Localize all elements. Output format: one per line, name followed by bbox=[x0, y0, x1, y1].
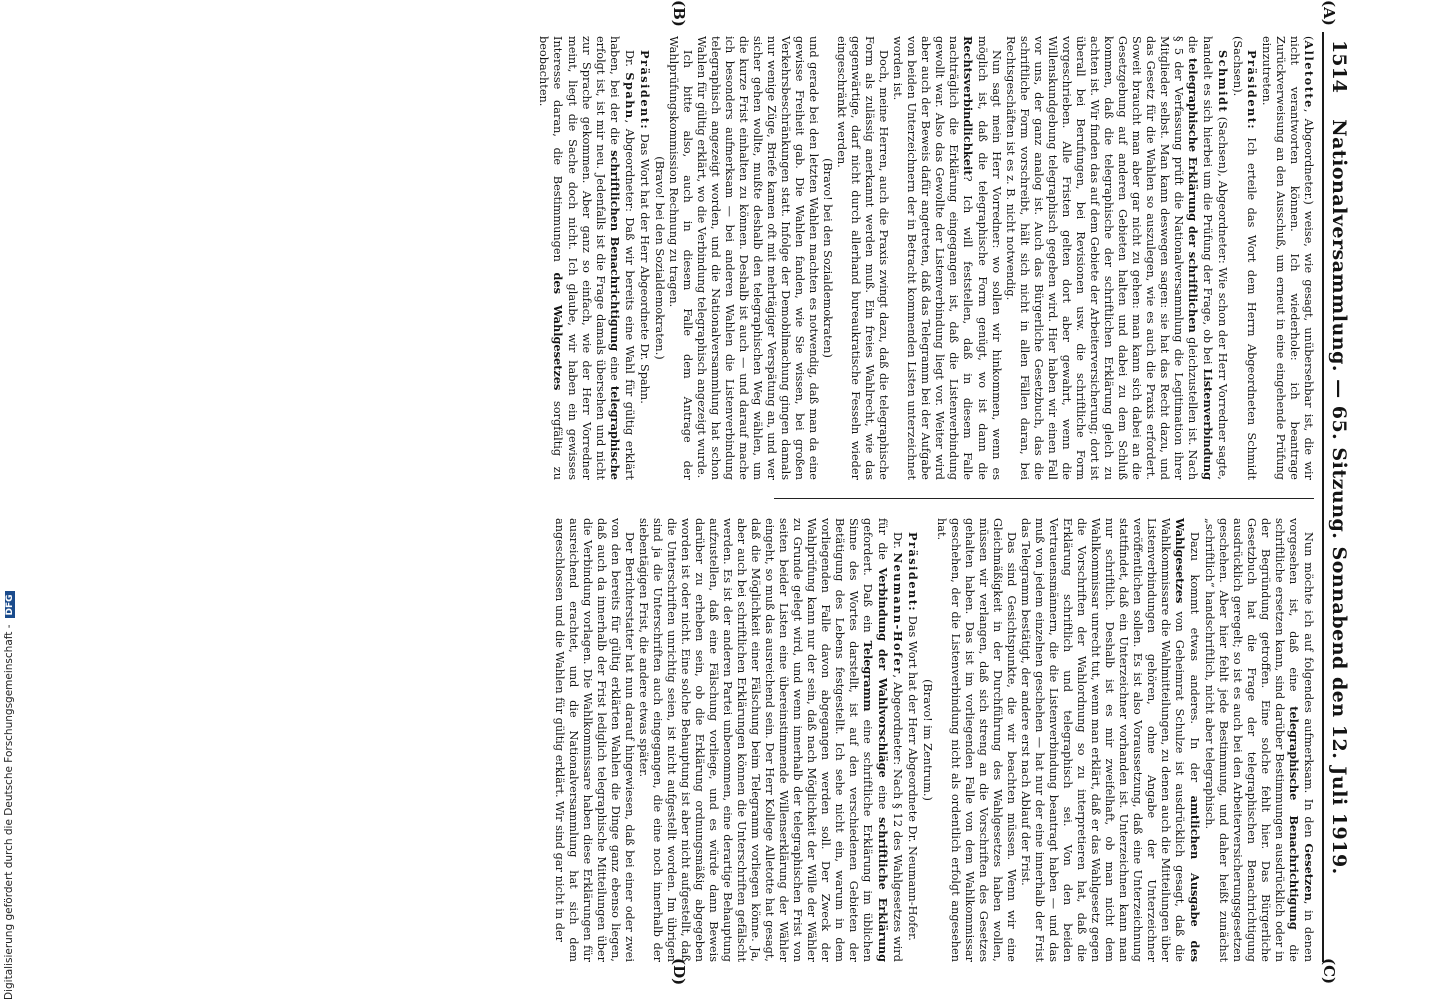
credit-text: Digitalisierung gefördert durch die Deutsche Forschungsgemeinschaft - bbox=[3, 624, 15, 1000]
interjection: (Bravo! im Zentrum.) bbox=[921, 679, 934, 801]
paragraph: und gerade bei den letzten Wahlen machten es notwendig, daß man da eine gewisse Freiheit gab. Die Wahlen fanden, wie Sie wissen, bei großen Verkehrsbeschränkungen statt. Infolge der Demobilmachung gingen damals nur wenige Züge, Briefe kamen oft mit mehrtägiger Verspätung an, und wer sicher gehen wollte, mußte deshalb den telegraphischen Weg wählen, um die kurze Frist einhalten zu können. Deshalb ist auch — und darauf mache ich besonders aufmerksam — bei anderen Wahlen die Listenverbindung telegraphisch angezeigt worden, und die Nationalversammlung hat schon Wahlen für gültig erklärt, wo die Verbindung telegraphisch angezeigt wurde. bbox=[695, 36, 820, 480]
page-title: Nationalversammlung. — 65. Sitzung. Sonnabend den 12. Juli 1919. bbox=[1328, 119, 1350, 875]
paragraph: Präsident: Ich erteile das Wort dem Herrn Abgeordneten Schmidt (Sachsen). bbox=[1231, 36, 1259, 480]
digitization-credit bbox=[3, 0, 17, 1000]
paragraph: Das sind Gesichtspunkte, die wir beachten müssen. Wenn wir eine Gleichmäßigkeit in der Durchführung des Wahlgesetzes haben wollen, müssen wir verlangen, daß sich streng an die Vorschriften des Gesetzes gehalten haben. Das ist im vorliegenden Falle von dem Wahlkommissar geschehen, der die Listenverbindung nicht als ordentlich erfolgt angesehen hat. bbox=[935, 518, 1018, 962]
page-header bbox=[1322, 32, 1352, 962]
rotated-page bbox=[68, 0, 1358, 986]
page-number: 1514 bbox=[1328, 40, 1350, 93]
margin-mark-c: (C) bbox=[1320, 958, 1338, 985]
margin-mark-a: (A) bbox=[1320, 0, 1338, 26]
paragraph: Dr. Spahn, Abgeordneter: Daß wir bereits eine Wahl für gültig erklärt haben, bei der die schriftlichen Benachrichtigung eine telegraphische erfolgt ist, ist mir neu. Jedenfalls ist die Frage damals übersehen und nicht zur Sprache gekommen. Aber ganz so einfach, wie der Herr Vorredner meint, liegt die Sache doch nicht. Ich glaube, wir haben ein gewisses Interesse daran, die Bestimmungen des Wahlgesetzes sorgfältig zu beobachten. bbox=[537, 36, 637, 480]
paragraph: Schmidt (Sachsen), Abgeordneter: Wie schon der Herr Vorredner sagte, handelt es sich hierbei um die Prüfung der Frage, ob bei Listenverbindung die telegraphische Erklärung der schriftlichen gleichzustellen ist. Nach § 5 der Verfassung prüft die Nationalversammlung die Legitimation ihrer Mitglieder selbst. Man kann deswegen sagen: sie hat das Recht dazu, und das Gesetz für die Wahlen so auszulegen, wie es auch die Praxis erfordert. Soweit braucht man aber gar nicht zu gehen: man kann sich dabei an die Gesetzgebung auf anderen Gebieten halten und dabei zu dem Schluß kommen, daß die telegraphische der schriftlichen Erklärung gleich zu achten ist. Wir finden das auf dem Gebiete der Arbeiterversicherung; dort ist überall bei Berufungen, bei Revisionen usw. die schriftliche Form vorgeschrieben. Alle Fristen gelten dort aber gewahrt, wenn die Willenskundgebung telegraphisch gegeben wird. Hier haben wir einen Fall vor uns, der ganz analog ist. Auch das Bürgerliche Gesetzbuch, das die schriftliche Form vorschreibt, hält sich nicht in allen Fällen daran, bei Rechtsgeschäften ist es z. B. nicht notwendig. bbox=[1004, 36, 1230, 480]
paragraph: Nun möchte ich auf folgendes aufmerksam. In den Gesetzen, in denen vorgesehen ist, daß eine telegraphische Benachrichtigung die schriftliche ersetzen kann, sind darüber Bestimmungen ausdrücklich oder in der Begründung getroffen. Eine solche fehlt hier. Das Bürgerliche Gesetzbuch hat die Frage der telegraphischen Benachrichtigung ausdrücklich geregelt; so ist es auch bei den Arbeiterversicherungsgesetzen geschehen. Aber hier fehlt jede Bestimmung, und daher heißt zunächst „schriftlich“ handschriftlich, nicht aber telegraphisch. bbox=[1203, 518, 1316, 962]
paragraph: Nun sagt mein Herr Vorredner: wo sollen wir hinkommen, wenn es möglich ist, daß die telegraphische Form genügt, wo ist dann die Rechtsverbindlichkeit? Ich will feststellen, daß in diesem Falle nachträglich die Erklärung eingegangen ist, daß die Listenverbindung gewollt war. Also das Gewollte der Listenverbindung liegt vor. Weiter wird aber auch der Beweis dafür angetreten, daß das Telegramm bei der Aufgabe von beiden Unterzeichnern der in Betracht kommenden Listen unterzeichnet worden ist. bbox=[891, 36, 1003, 480]
paragraph: Dr. Neumann-Hofer, Abgeordneter: Nach § 12 des Wahlgesetzes wird für die Verbindung der Wahlvorschläge eine schriftliche Erklärung gefordert. Daß ein Telegramm eine schriftliche Erklärung im üblichen Sinne des Wortes darstellt, ist auf den verschiedenen Gebieten der Betätigung des Lebens festgestellt. Ich sehe nicht ein, warum in dem vorliegenden Falle davon abgegangen werden soll. Der Zweck der Wahlprüfung kann nur der sein, daß nach Möglichkeit der Wille der Wähler zu Grunde gelegt wird, und wenn innerhalb der telegraphischen Frist von seiten beider Listen eine übereinstimmende Willenserklärung der Wähler eingeht, so muß das ausreichend sein. Der Herr Kollege Alletotte hat gesagt, daß die Möglichkeit einer Fälschung beim Telegramm vorliegen könne. Ja, aber auch bei schriftlichen Erklärungen können die Unterschriften gefälscht werden. Es ist der anderen Partei unbenommen, eine derartige Behauptung aufzustellen, daß eine Fälschung vorliege, und es würde dann Beweis darüber zu erheben sein, ob die Erklärung ordnungsmäßig abgegeben worden ist oder nicht. Eine solche Behauptung ist aber nicht aufgestellt, daß die Unterschriften unrichtig seien, ist nicht aufgestellt worden. Im übrigen sind ja die Unterschriften auch eingegangen, die eine noch innerhalb der siebentägigen Frist, die andere etwas später. bbox=[637, 518, 905, 963]
dfg-logo: DFG bbox=[5, 591, 15, 618]
paragraph: Ich bitte also, auch in diesem Falle dem Antrage der Wahlprüfungskommission Rechnung zu tragen. bbox=[667, 36, 694, 480]
right-column bbox=[552, 518, 1316, 962]
interjection: (Bravo! bei den Sozialdemokraten) bbox=[821, 158, 834, 358]
paragraph: Dazu kommt etwas anderes. In der amtlichen Ausgabe des Wahlgesetzes von Geheimrat Schulze ist ausdrücklich gesagt, daß die Wahlkommissare die Wahlmitteilungen, zu denen auch die Mitteilungen über Listenverbindungen gehören, ohne Angabe der Unterzeichner veröffentlichen sollen. Es ist also Voraussetzung, daß eine Unterzeichnung stattfindet, daß ein Unterzeichner vorhanden ist. Unterzeichnen kann man nur schriftlich. Deshalb ist es mir zweifelhaft, ob man nicht dem Wahlkommissar unrecht tut, wenn man erklärt, daß er das Wahlgesetz gegen die Vorschriften der Wahlordnung so zu interpretieren hat, daß die Erklärung schriftlich und telegraphisch sei. Von den beiden Vertrauensmännern, die die Listenverbindung beantragt haben — und das muß von jedem einzelnen geschehen — hat nur der eine innerhalb der Frist das Telegramm bestätigt, der andere erst nach Ablauf der Frist. bbox=[1019, 518, 1202, 962]
margin-mark-d: (D) bbox=[670, 958, 688, 986]
margin-mark-b: (B) bbox=[670, 0, 688, 27]
paragraph: (Alletotte, Abgeordneter.) weise, wie gesagt, unübersehbar ist, die wir nicht verantworten können. Ich wiederhole: ich beantrage Zurückverweisung an den Ausschuß, um erneut in eine eingehende Prüfung einzutreten. bbox=[1260, 36, 1316, 480]
column-divider bbox=[774, 498, 1314, 499]
paragraph: Präsident: Das Wort hat der Herr Abgeordnete Dr. Neumann-Hofer. bbox=[906, 532, 920, 941]
paragraph: Der Berichterstatter hat nun darauf hingewiesen, daß bei einer oder zwei von den bereits für gültig erklärten Wahlen die Dinge ganz ebenso liegen, daß auch da innerhalb der Frist lediglich telegraphische Mitteilungen über die Verbindung vorlagen. Die Wahlkommissare haben diese Erklärungen für ausreichend erachtet, und die Nationalversammlung hat sich dem angeschlossen und die Wahlen für gültig erklärt. Wir sind gar nicht in der bbox=[553, 518, 636, 962]
paragraph: Präsident: Das Wort hat der Herr Abgeordnete Dr. Spahn. bbox=[638, 50, 652, 404]
paragraph: Doch, meine Herren, auch die Praxis zwingt dazu, daß die telegraphische Form als zulässig anerkannt werden muß. Ein freies Wahlrecht, wie das gegenwärtige, darf nicht durch allerhand bureaukratische Fesseln wieder eingeschränkt werden. bbox=[835, 36, 890, 480]
left-column bbox=[536, 36, 1316, 480]
interjection: (Bravo! bei den Sozialdemokraten.) bbox=[653, 156, 666, 360]
